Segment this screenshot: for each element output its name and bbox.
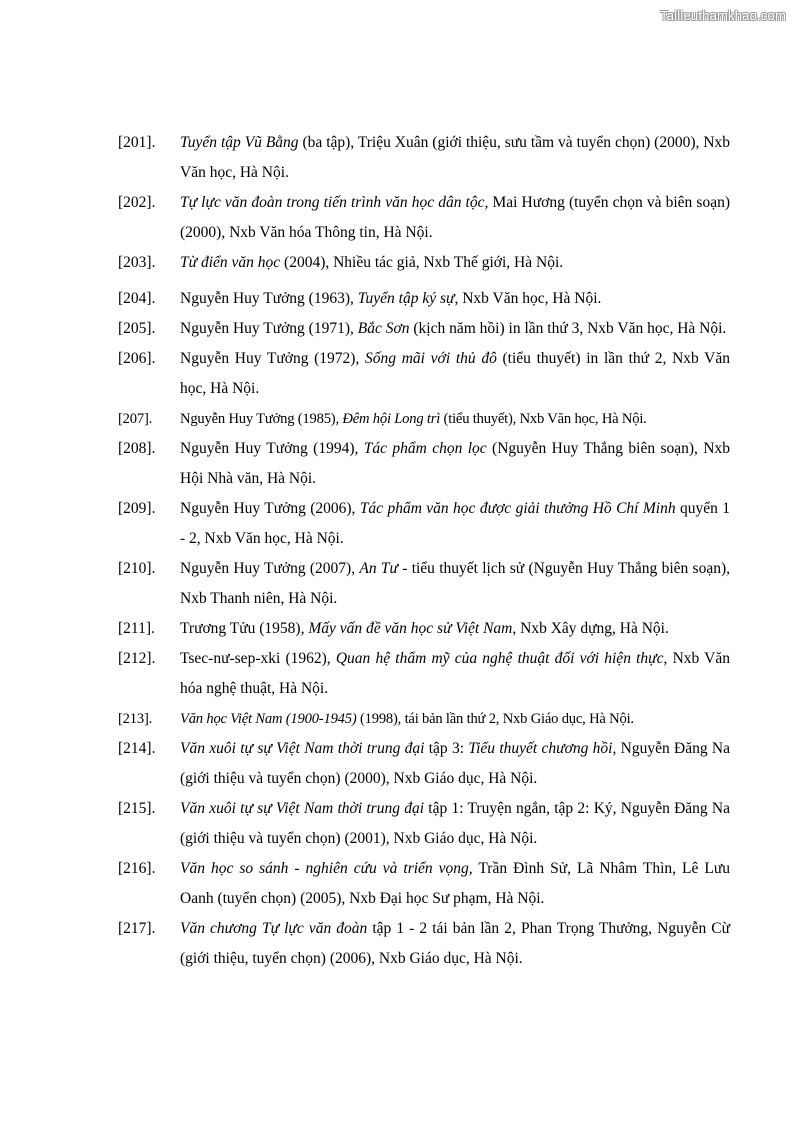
reference-number: [209]. xyxy=(118,500,156,517)
reference-item xyxy=(118,404,730,434)
reference-text xyxy=(180,314,730,344)
reference-number: [213]. xyxy=(118,711,153,727)
reference-text-segment: Nguyễn Huy Tưởng (1972), xyxy=(180,350,366,367)
reference-number: [214]. xyxy=(118,740,156,757)
reference-item xyxy=(118,794,730,854)
reference-number: [208]. xyxy=(118,440,156,457)
reference-title-italic: Văn học Việt Nam (1900-1945) xyxy=(180,711,357,727)
reference-item xyxy=(118,188,730,248)
reference-item xyxy=(118,644,730,704)
reference-title-italic: Quan hệ thẩm mỹ của nghệ thuật đối với hiện thực xyxy=(335,650,664,667)
reference-number: [212]. xyxy=(118,650,156,667)
reference-number: [207]. xyxy=(118,411,153,427)
reference-text-segment: Nguyễn Huy Tưởng (1971), xyxy=(180,320,358,337)
reference-number: [215]. xyxy=(118,800,156,817)
reference-text-segment: , Nxb Văn hóa nghệ thuật, Hà Nội. xyxy=(180,650,730,697)
reference-item xyxy=(118,914,730,974)
reference-title-italic: Bắc Sơn xyxy=(357,320,410,337)
reference-title-italic: Văn chương Tự lực văn đoàn xyxy=(180,920,368,937)
reference-number: [216]. xyxy=(118,860,156,877)
reference-title-italic: , xyxy=(397,711,402,727)
reference-number: [211]. xyxy=(118,620,155,637)
reference-text xyxy=(180,704,730,734)
reference-text-segment: Nguyễn Đăng Na (giới thiệu và tuyển chọn) (2000), Nxb Giáo dục, Hà Nội. xyxy=(180,740,730,787)
reference-text-segment: tái bản lần thứ 2, Nxb Giáo dục, Hà Nội. xyxy=(401,711,634,727)
reference-list xyxy=(118,128,730,974)
reference-item xyxy=(118,314,730,344)
reference-item xyxy=(118,614,730,644)
reference-text-segment: Nguyễn Huy Tưởng (1994) xyxy=(180,440,355,457)
reference-title-italic: Mấy vấn đề văn học sử Việt Nam xyxy=(308,620,513,637)
reference-text-segment: Trần Đình Sử, Lã Nhâm Thìn, Lê Lưu Oanh (tuyển chọn) (2005), Nxb Đại học Sư phạm, Hà Nội. xyxy=(180,860,730,907)
reference-title-italic: Đêm hội Long trì xyxy=(342,411,441,427)
reference-text-segment: Trương Tửu (1958), xyxy=(180,620,309,637)
reference-item xyxy=(118,284,730,314)
reference-text-segment: Tsec-nư-sep-xki (1962), xyxy=(180,650,336,667)
reference-number: [201]. xyxy=(118,134,156,151)
reference-number: [203]. xyxy=(118,254,156,271)
reference-text-segment: (kịch năm hồi) in lần thứ 3, Nxb Văn học, Hà Nội. xyxy=(409,320,727,337)
reference-title-italic: Văn xuôi tự sự Việt Nam thời trung đại xyxy=(180,800,425,817)
reference-item xyxy=(118,734,730,794)
reference-title-italic: Sống mãi với thủ đô xyxy=(365,350,497,367)
reference-text-segment: (ba tập), Triệu Xuân (giới thiệu, sưu tầm và tuyển chọn) (2000), Nxb Văn học, Hà Nội. xyxy=(180,134,730,181)
reference-text xyxy=(180,794,730,854)
reference-item xyxy=(118,854,730,914)
reference-number: [217]. xyxy=(118,920,156,937)
reference-title-italic: Tự lực văn đoàn trong tiến trình văn học dân tộc, xyxy=(180,194,489,211)
reference-text xyxy=(180,914,730,974)
reference-text-segment: , Nxb Xây dựng, Hà Nội. xyxy=(512,620,669,637)
reference-title-italic: Từ điển văn học xyxy=(180,254,281,271)
reference-text xyxy=(180,248,730,278)
reference-text xyxy=(180,188,730,248)
reference-item xyxy=(118,554,730,614)
reference-text-segment: quyển 1 - 2, Nxb Văn học, Hà Nội. xyxy=(180,500,730,547)
reference-item xyxy=(118,344,730,404)
reference-title-italic: An Tư xyxy=(359,560,398,577)
reference-text xyxy=(180,644,730,704)
reference-text xyxy=(180,554,730,614)
reference-number: [202]. xyxy=(118,194,156,211)
reference-text-segment: , Nxb Văn học, Hà Nội. xyxy=(454,290,602,307)
reference-text xyxy=(180,734,730,794)
reference-title-italic: Tuyển tập ký sự xyxy=(357,290,455,307)
reference-title-italic: , Tác phẩm chọn lọc xyxy=(354,440,487,457)
reference-text-segment: (Nguyễn Huy Thắng biên soạn), Nxb Hội Nhà văn, Hà Nội. xyxy=(180,440,730,487)
reference-number: [204]. xyxy=(118,290,156,307)
reference-text-segment: (1998) xyxy=(356,711,398,727)
reference-text-segment: Nguyễn Huy Tưởng (2006), xyxy=(180,500,360,517)
reference-text xyxy=(180,404,730,434)
reference-text-segment: - tiểu thuyết lịch sử (Nguyễn Huy Thắng biên soạn), Nxb Thanh niên, Hà Nội. xyxy=(180,560,730,607)
reference-text xyxy=(180,614,730,644)
reference-text-segment: Nguyễn Huy Tưởng (2007), xyxy=(180,560,360,577)
reference-number: [210]. xyxy=(118,560,156,577)
reference-text xyxy=(180,344,730,404)
reference-text-segment: (tiểu thuyết), Nxb Văn học, Hà Nội. xyxy=(440,411,647,427)
reference-item xyxy=(118,128,730,188)
reference-title-italic: Văn học so sánh - nghiên cứu và triển vọng, xyxy=(180,860,473,877)
reference-text-segment: tập 1: Truyện ngắn, tập 2: Ký, Nguyễn Đăng Na (giới thiệu và tuyển chọn) (2001), Nxb Giáo dục, Hà Nội. xyxy=(180,800,730,847)
reference-text-segment: Mai Hương (tuyển chọn và biên soạn) (2000), Nxb Văn hóa Thông tin, Hà Nội. xyxy=(180,194,730,241)
reference-text xyxy=(180,284,730,314)
reference-title-italic: Văn xuôi tự sự Việt Nam thời trung đại xyxy=(180,740,425,757)
reference-item xyxy=(118,494,730,554)
watermark: Tailieuthamkhao.com xyxy=(660,8,786,23)
reference-text xyxy=(180,434,730,494)
reference-number: [205]. xyxy=(118,320,156,337)
reference-title-italic: Tiểu thuyết chương hồi, xyxy=(468,740,617,757)
reference-text xyxy=(180,854,730,914)
reference-text xyxy=(180,128,730,188)
reference-number: [206]. xyxy=(118,350,156,367)
reference-item xyxy=(118,248,730,278)
reference-item xyxy=(118,704,730,734)
reference-text-segment: tập 1 - 2 tái bản lần 2, Phan Trọng Thưởng, Nguyễn Cừ (giới thiệu, tuyển chọn) (2006), Nxb Giáo dục, Hà Nội. xyxy=(180,920,731,967)
reference-item xyxy=(118,434,730,494)
reference-title-italic: Tác phẩm văn học được giải thưởng Hồ Chí Minh xyxy=(359,500,676,517)
reference-text-segment: (tiểu thuyết) in lần thứ 2, Nxb Văn học, Hà Nội. xyxy=(180,350,730,397)
reference-text-segment: (2004), Nhiều tác giả, Nxb Thế giới, Hà Nội. xyxy=(280,254,564,271)
reference-text-segment: tập 3: xyxy=(424,740,469,757)
reference-text-segment: Nguyễn Huy Tưởng (1963), xyxy=(180,290,358,307)
reference-text xyxy=(180,494,730,554)
reference-title-italic: Tuyển tập Vũ Bằng xyxy=(180,134,299,151)
reference-text-segment: Nguyễn Huy Tưởng (1985), xyxy=(180,411,343,427)
